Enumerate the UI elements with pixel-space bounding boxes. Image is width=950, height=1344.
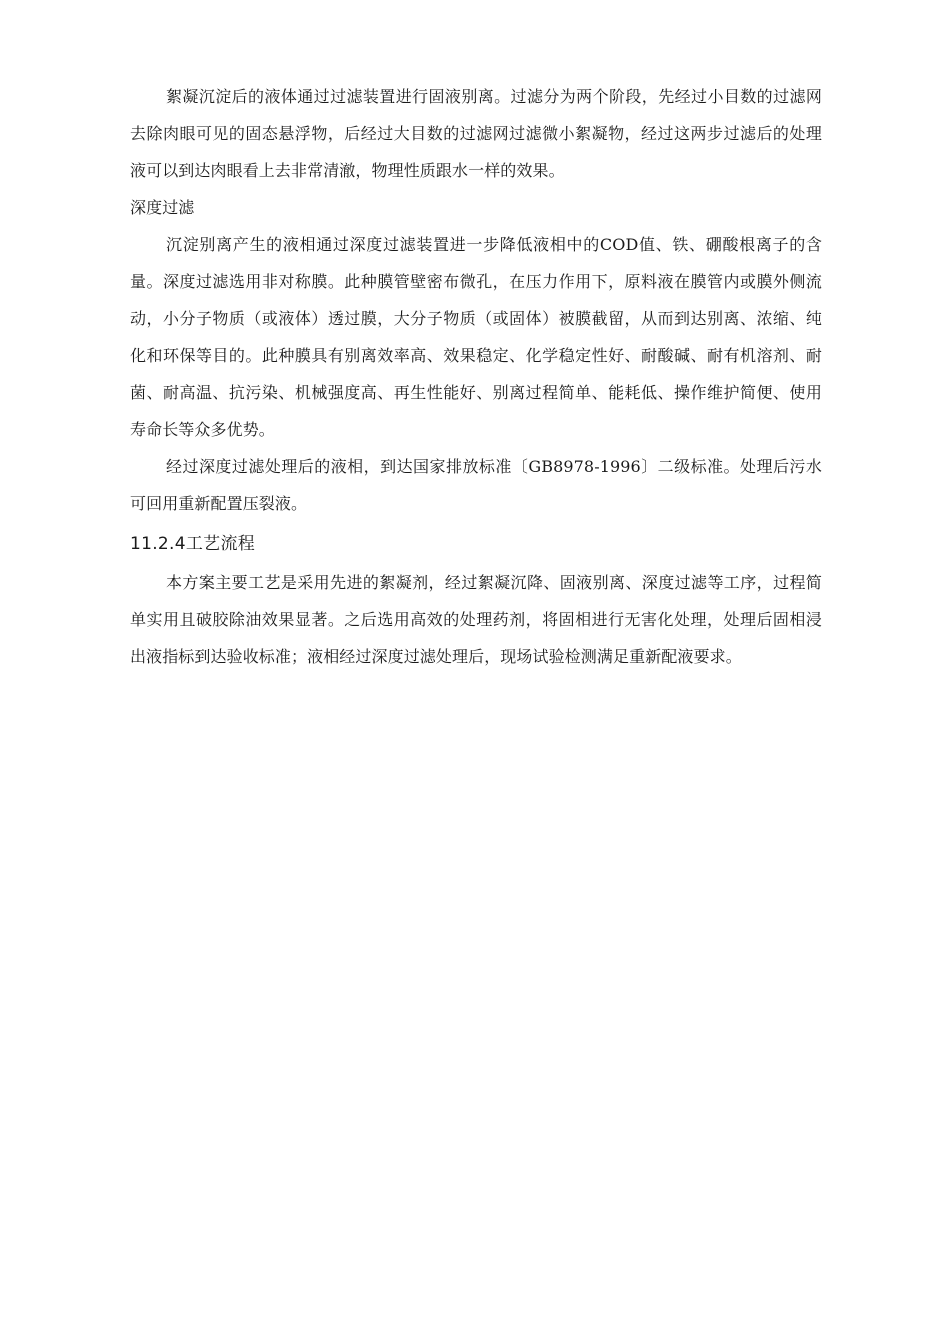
paragraph-process-flow: 本方案主要工艺是采用先进的絮凝剂，经过絮凝沉降、固液别离、深度过滤等工序，过程简单实用且破胶除油效果显著。之后选用高效的处理药剂，将固相进行无害化处理，处理后固相浸出液指标到达验收标准；液相经过深度过滤处理后，现场试验检测满足重新配液要求。: [130, 573, 822, 666]
document-page: [130, 78, 822, 675]
section-heading-process-flow: 11.2.4工艺流程: [130, 534, 256, 554]
subheading-deep-filtration: 深度过滤: [130, 198, 195, 217]
paragraph-flocculation-filtering: 絮凝沉淀后的液体通过过滤装置进行固液别离。过滤分为两个阶段，先经过小目数的过滤网去除肉眼可见的固态悬浮物，后经过大目数的过滤网过滤微小絮凝物，经过这两步过滤后的处理液可以到达肉眼看上去非常清澈，物理性质跟水一样的效果。: [130, 87, 822, 180]
paragraph-discharge-standard: 经过深度过滤处理后的液相，到达国家排放标准〔GB8978-1996〕二级标准。处理后污水可回用重新配置压裂液。: [130, 457, 822, 513]
paragraph-deep-filtration: 沉淀别离产生的液相通过深度过滤装置进一步降低液相中的COD值、铁、硼酸根离子的含量。深度过滤选用非对称膜。此种膜管壁密布微孔，在压力作用下，原料液在膜管内或膜外侧流动，小分子物质（或液体）透过膜，大分子物质（或固体）被膜截留，从而到达别离、浓缩、纯化和环保等目的。此种膜具有别离效率高、效果稳定、化学稳定性好、耐酸碱、耐有机溶剂、耐菌、耐高温、抗污染、机械强度高、再生性能好、别离过程简单、能耗低、操作维护简便、使用寿命长等众多优势。: [130, 235, 822, 439]
